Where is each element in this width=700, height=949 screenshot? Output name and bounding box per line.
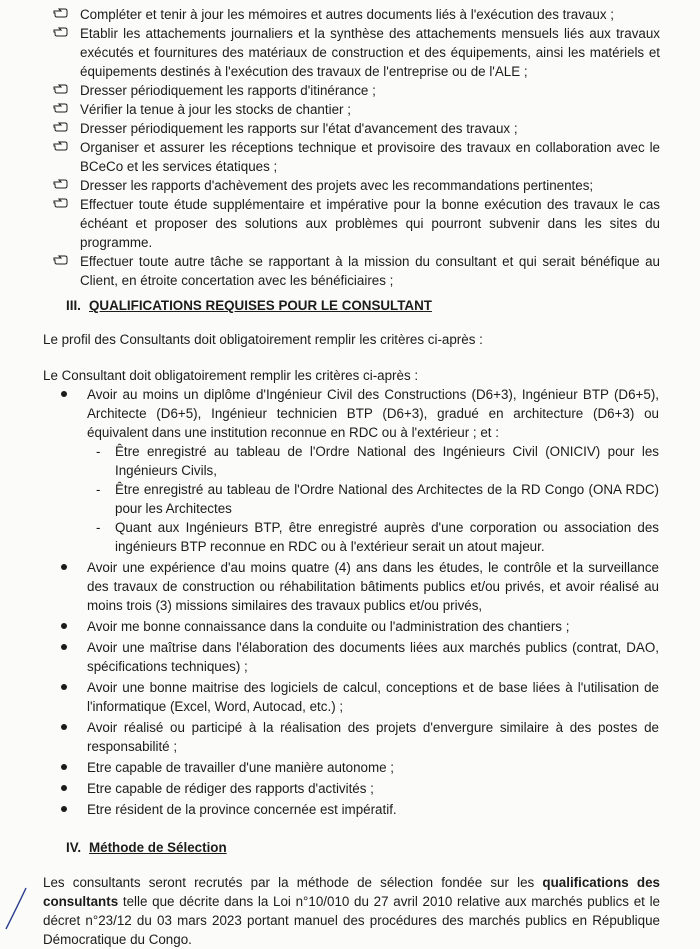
criteria-text: Etre capable de rédiger des rapports d'activités ;: [87, 781, 374, 796]
filled-circle-icon: [61, 644, 67, 650]
list-item: [55, 24, 660, 81]
criteria-intro: Le Consultant doit obligatoirement remplir les critères ci-après :: [43, 368, 419, 383]
criteria-text: Avoir une maîtrise dans l'élaboration des documents liées aux marchés publics (contrat, DAO, spécifications techniques) ;: [87, 640, 659, 674]
sub-list-item: - Quant aux Ingénieurs BTP, être enregistré auprès d'une corporation ou association des ingénieurs BTP reconnue en RDC ou à l'extérieur serait un atout majeur.: [96, 520, 659, 554]
list-item: [55, 81, 660, 100]
criteria-text: Avoir une bonne maitrise des logiciels de calcul, conceptions et de base liées à l'utilisation de l'informatique (Excel, Word, Autocad, etc.) ;: [87, 680, 659, 714]
list-item: [59, 779, 659, 798]
paragraph-text: telle que décrite dans la Loi n°10/010 du 27 avril 2010 relative aux marchés publics et le décret n°23/12 du 03 mars 2023 portant manuel des procédures des marchés publics en République Démocratique du Congo.: [43, 894, 660, 947]
filled-circle-icon: [61, 785, 67, 791]
filled-circle-icon: [61, 564, 67, 570]
pointing-hand-icon: [53, 197, 69, 208]
list-item: [59, 800, 659, 819]
criteria-text: Avoir au moins un diplôme d'Ingénieur Civil des Constructions (D6+3), Ingénieur BTP (D6+5), Architecte (D6+5), Ingénieur technicien BTP (D6+3), gradué en architecture (D6+3) ou équivalent dans une institution reconnue en RDC ou à l'extérieur ; et :: [87, 387, 659, 440]
list-item: [55, 5, 660, 24]
list-item: [55, 252, 660, 290]
task-text: Compléter et tenir à jour les mémoires et autres documents liés à l'exécution des travaux ;: [80, 7, 614, 22]
list-item: [55, 119, 660, 138]
criteria-text: Avoir une expérience d'au moins quatre (4) ans dans les études, le contrôle et la surveillance des travaux de construction ou réhabilitation bâtiments publics et/ou privés, et avoir réalisé au moins trois (3) missions similaires des travaux publics et/ou privés,: [87, 560, 659, 613]
list-item: [59, 638, 659, 676]
task-text: Effectuer toute autre tâche se rapportant à la mission du consultant et qui serait bénéfique au Client, en étroite concertation avec les bénéficiaires ;: [80, 254, 660, 288]
task-list: [55, 5, 660, 290]
paragraph-bold-text: qualifications des consultants: [43, 875, 660, 909]
list-item: [59, 758, 659, 777]
pointing-hand-icon: [53, 140, 69, 151]
sub-item-text: Être enregistré au tableau de l'Ordre National des Ingénieurs Civil (ONICIV) pour les Ingénieurs Civils,: [115, 444, 659, 478]
pointing-hand-icon: [53, 121, 69, 132]
task-text: Effectuer toute étude supplémentaire et impérative pour la bonne exécution des travaux le cas échéant et proposer des solutions aux problèmes qui pourront subvenir dans les sites du programme.: [80, 197, 660, 250]
sub-item-text: Être enregistré au tableau de l'Ordre National des Architectes de la RD Congo (ONA RDC) pour les Architectes: [115, 482, 659, 516]
paragraph-text: Les consultants seront recrutés par la méthode de sélection fondée sur les: [43, 875, 543, 890]
criteria-list: [59, 385, 659, 821]
section-title: Méthode de Sélection: [89, 840, 227, 855]
registration-sublist: [87, 442, 659, 556]
task-text: Dresser périodiquement les rapports d'itinérance ;: [80, 83, 376, 98]
pointing-hand-icon: [53, 83, 69, 94]
filled-circle-icon: [61, 724, 67, 730]
list-item: [55, 100, 660, 119]
pointing-hand-icon: [53, 26, 69, 37]
criteria-text: Etre capable de travailler d'une manière autonome ;: [87, 760, 395, 775]
filled-circle-icon: [61, 391, 67, 397]
section-title: QUALIFICATIONS REQUISES POUR LE CONSULTANT: [89, 298, 432, 313]
section-heading-selection: [66, 838, 227, 857]
pointing-hand-icon: [53, 102, 69, 113]
sub-list-item: - Être enregistré au tableau de l'Ordre National des Architectes de la RD Congo (ONA RDC) pour les Architectes: [96, 482, 659, 516]
pointing-hand-icon: [53, 254, 69, 265]
criteria-text: Avoir réalisé ou participé à la réalisation des projets d'envergure similaire à des postes de responsabilité ;: [87, 720, 659, 754]
list-item: [59, 558, 659, 615]
task-text: Organiser et assurer les réceptions technique et provisoire des travaux en collaboration avec le BCeCo et les services étatiques ;: [80, 140, 660, 174]
filled-circle-icon: [61, 623, 67, 629]
list-item: [55, 176, 660, 195]
criteria-text: Avoir me bonne connaissance dans la conduite ou l'administration des chantiers ;: [87, 619, 570, 634]
list-item: [59, 678, 659, 716]
criteria-text: Etre résident de la province concernée est impératif.: [87, 802, 397, 817]
list-item: [59, 718, 659, 756]
task-text: Vérifier la tenue à jour les stocks de chantier ;: [80, 102, 351, 117]
list-item: [55, 195, 660, 252]
filled-circle-icon: [61, 806, 67, 812]
task-text: Dresser périodiquement les rapports sur l'état d'avancement des travaux ;: [80, 121, 518, 136]
list-item: [55, 138, 660, 176]
list-item: [59, 617, 659, 636]
filled-circle-icon: [61, 764, 67, 770]
list-item: [59, 385, 659, 556]
task-text: Dresser les rapports d'achèvement des projets avec les recommandations pertinentes;: [80, 178, 594, 193]
handwritten-mark: [0, 885, 30, 935]
sub-list-item: - Être enregistré au tableau de l'Ordre National des Ingénieurs Civil (ONICIV) pour les Ingénieurs Civils,: [96, 444, 659, 478]
section-heading-qualifications: [66, 296, 432, 315]
pointing-hand-icon: [53, 178, 69, 189]
section-number: III.: [66, 298, 81, 313]
section-number: IV.: [66, 840, 82, 855]
task-text: Etablir les attachements journaliers et la synthèse des attachements mensuels liés aux travaux exécutés et fournitures des matériaux de construction et des équipements, ainsi les matériels et équipements destinés à l'exécution des travaux de l'entreprise ou de l'ALE ;: [80, 26, 660, 79]
sub-item-text: Quant aux Ingénieurs BTP, être enregistré auprès d'une corporation ou association des ingénieurs BTP reconnue en RDC ou à l'extérieur serait un atout majeur.: [115, 520, 659, 554]
pointing-hand-icon: [53, 7, 69, 18]
profile-intro: Le profil des Consultants doit obligatoirement remplir les critères ci-après :: [43, 332, 483, 347]
filled-circle-icon: [61, 684, 67, 690]
